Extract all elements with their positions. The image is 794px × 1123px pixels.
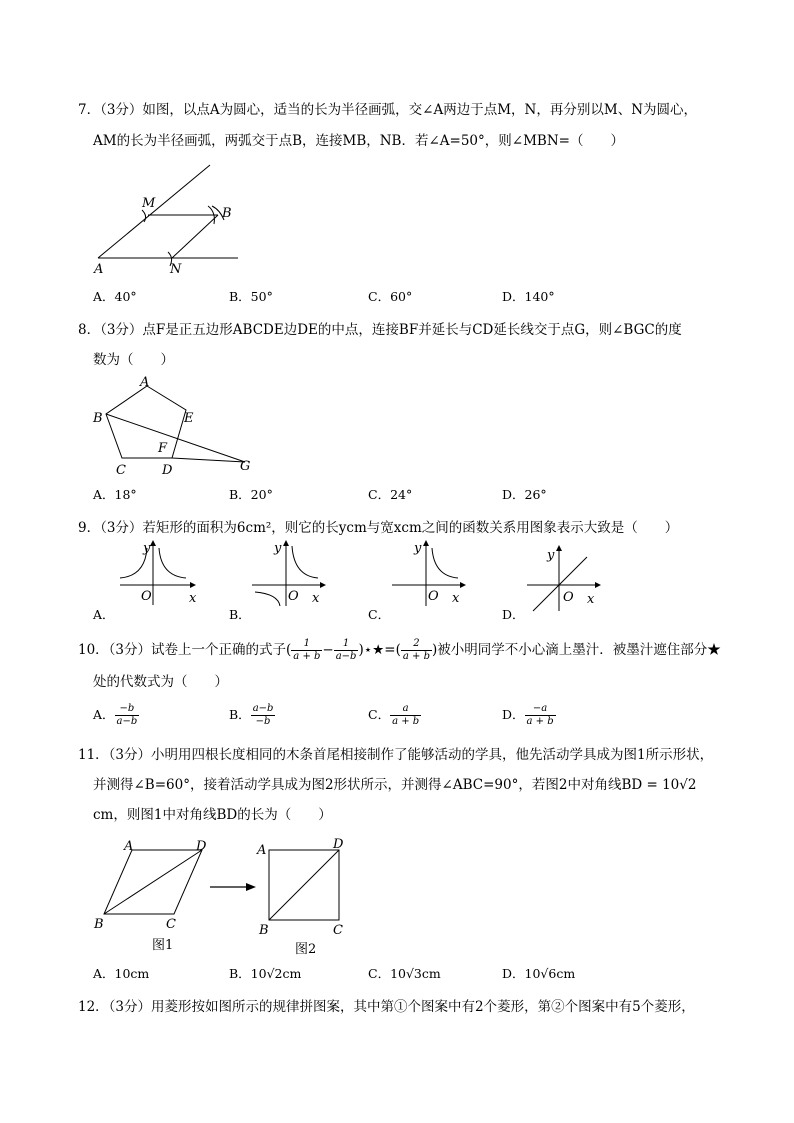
q8-option-c[interactable]: C．24° — [368, 487, 413, 502]
q11f2-b: B — [259, 923, 269, 938]
q11f1-b: B — [94, 917, 104, 932]
q11-caption-1: 图1 — [152, 938, 174, 953]
q7-option-c[interactable]: C．60° — [368, 289, 413, 304]
q11-option-b[interactable]: B．10√2cm — [229, 966, 302, 981]
q7-line1: 7．（3分）如图，以点A为圆心，适当的长为半径画弧，交∠A两边于点M，N，再分别以M、N为圆心， — [78, 102, 698, 118]
q8-label-e: E — [184, 411, 194, 426]
q9-graph-b — [250, 540, 340, 608]
q8-label-g: G — [240, 459, 251, 474]
q9b-y: y — [274, 541, 282, 556]
q11f1-c: C — [166, 917, 176, 932]
q7-figure — [90, 160, 250, 280]
q10-mid: )⋆★=( — [358, 642, 401, 658]
q8-label-c: C — [116, 463, 126, 478]
q10-frac3: $\frac{2}{a + b}$ — [402, 638, 430, 662]
q9b-x: x — [312, 591, 320, 606]
q10-frac2: $\frac{1}{a-b}$ — [335, 638, 357, 662]
q8-label-f: F — [158, 441, 168, 456]
q9b-o: O — [288, 589, 299, 604]
q9-line1: 9．（3分）若矩形的面积为6cm²，则它的长ycm与宽xcm之间的函数关系用图象表示大致是（ ） — [78, 520, 679, 536]
q9-graph-d — [525, 545, 615, 613]
q10-suffix: )被小明同学不小心滴上墨汁．被墨汁遮住部分★ — [431, 642, 721, 658]
q10-option-d[interactable]: D． $\frac{-a}{a + b}$ — [502, 703, 554, 727]
q9c-y: y — [414, 541, 422, 556]
q11f1-a: A — [124, 839, 134, 854]
q11-line3: cm，则图1中对角线BD的长为（ ） — [93, 807, 332, 823]
q11f1-d: D — [196, 839, 207, 854]
q7-label-b: B — [222, 206, 232, 221]
q9c-o: O — [428, 589, 439, 604]
q10-minus: − — [322, 642, 334, 658]
q9d-x: x — [587, 592, 595, 607]
q12-line1: 12．（3分）用菱形按如图所示的规律拼图案，其中第①个图案中有2个菱形，第②个图案中有5个菱形， — [78, 999, 695, 1015]
q7-label-a: A — [94, 262, 104, 277]
q7-label-n: N — [170, 262, 182, 277]
q11-arrow — [208, 880, 258, 894]
q10-option-b[interactable]: B． $\frac{a-b}{-b}$ — [229, 703, 274, 727]
q7-line2: AM的长为半径画弧，两弧交于点B，连接MB，NB．若∠A=50°，则∠MBN=（ ） — [93, 133, 624, 149]
q11-option-d[interactable]: D．10√6cm — [502, 966, 576, 981]
q8-option-b[interactable]: B．20° — [229, 487, 273, 502]
q11-figure-2 — [255, 836, 365, 946]
q8-option-a[interactable]: A．18° — [93, 487, 137, 502]
q8-label-a: A — [140, 375, 150, 390]
q11-option-a[interactable]: A．10cm — [93, 966, 150, 981]
q10-option-a[interactable]: A． $\frac{-b}{a-b}$ — [93, 703, 138, 727]
q9c-x: x — [452, 591, 460, 606]
q8-line2: 数为（ ） — [93, 352, 174, 368]
q9-graph-c — [390, 540, 480, 608]
q9a-y: y — [143, 541, 151, 556]
q9-option-c[interactable]: C． — [368, 607, 391, 622]
q11-line1: 11．（3分）小明用四根长度相同的木条首尾相接制作了能够活动的学具，他先活动学具成为图1所示形状， — [78, 747, 714, 763]
q9-option-d[interactable]: D． — [502, 607, 525, 622]
q9-graph-a — [115, 540, 205, 608]
q10-frac1: $\frac{1}{a + b}$ — [293, 638, 321, 662]
q8-line1: 8．（3分）点F是正五边形ABCDE边DE的中点，连接BF并延长与CD延长线交于点G，则∠BGC的度 — [78, 322, 682, 338]
q10-line2: 处的代数式为（ ） — [93, 674, 228, 690]
q11f2-d: D — [333, 837, 344, 852]
q9d-o: O — [563, 590, 574, 605]
q11-line2: 并测得∠B=60°，接着活动学具成为图2形状所示，并测得∠ABC=90°，若图2中对角线BD = 10√2 — [93, 777, 697, 793]
q8-figure — [90, 374, 260, 478]
q11-option-c[interactable]: C．10√3cm — [368, 966, 441, 981]
q10-line1 — [78, 638, 721, 663]
q7-option-b[interactable]: B．50° — [229, 289, 273, 304]
q11f2-c: C — [333, 923, 343, 938]
q10-prefix: 10．（3分）试卷上一个正确的式子( — [78, 642, 292, 658]
q8-option-d[interactable]: D．26° — [502, 487, 547, 502]
q10-option-c[interactable]: C． $\frac{a}{a + b}$ — [368, 703, 420, 727]
q9d-y: y — [547, 548, 555, 563]
q8-label-b: B — [93, 411, 103, 426]
q7-option-a[interactable]: A．40° — [93, 289, 137, 304]
q9-option-b[interactable]: B． — [229, 607, 251, 622]
q7-label-m: M — [142, 196, 156, 211]
q11f2-a: A — [257, 843, 267, 858]
q11-caption-2: 图2 — [295, 942, 317, 957]
q9a-x: x — [189, 591, 197, 606]
q9-option-a[interactable]: A． — [93, 607, 115, 622]
q8-label-d: D — [162, 463, 173, 478]
q9a-o: O — [141, 589, 152, 604]
q7-option-d[interactable]: D．140° — [502, 289, 555, 304]
